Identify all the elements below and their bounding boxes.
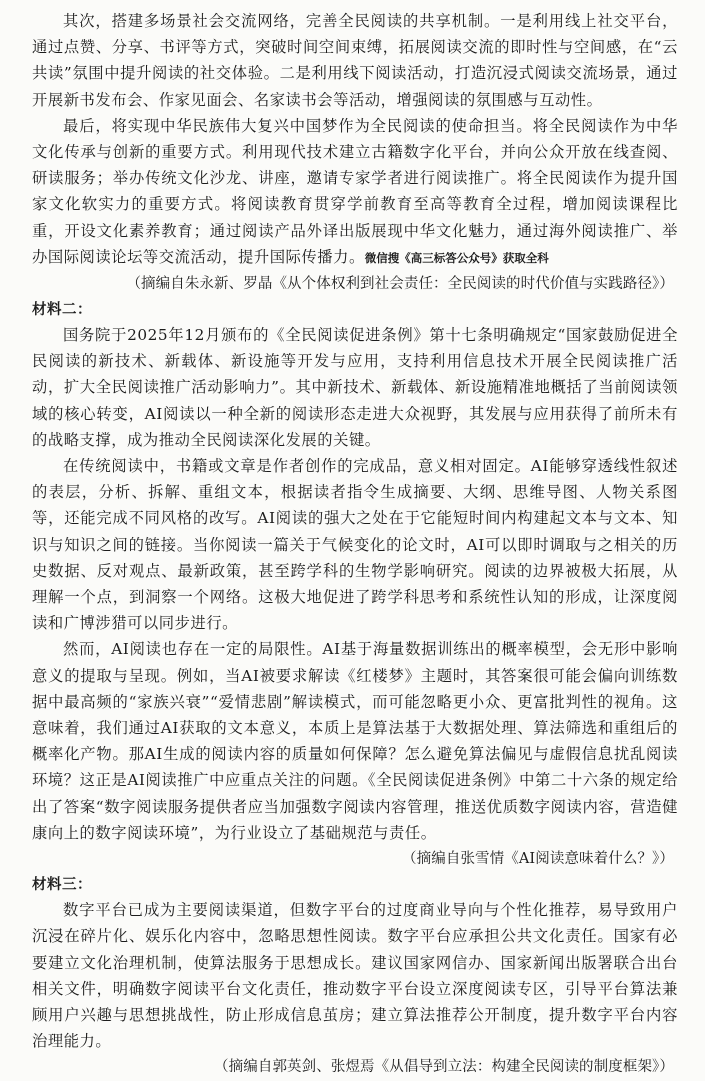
source-citation-3: （摘编自郭英剑、张煜焉《从倡导到立法：构建全民阅读的制度框架》） xyxy=(214,1059,674,1076)
paragraph-s2-2: 在传统阅读中，书籍或文章是作者创作的完成品，意义相对固定。AI能够穿透线性叙述的表层，分析、拆解、重组文本，根据读者指令生成摘要、大纲、思维导图、人物关系图等，还能完成不同风格的改写。AI阅读的强大之处在于它能短时间内构建起文本与文本、知识与知识之间的链接。当你阅读一篇关于气候变化的论文时，AI可以即时调取与之相关的历史数据、反对观点、最新政策，甚至跨学科的生物学影响研究。阅读的边界被极大拓展，从理解一个点，到洞察一个网络。这极大地促进了跨学科思考和系统性认知的形成，让深度阅读和广博涉猎可以同步进行。 xyxy=(32,457,678,633)
source-citation-1: （摘编自朱永新、罗晶《从个体权利到社会责任：全民阅读的时代价值与实践路径》） xyxy=(126,276,674,293)
paragraph-s1-2-text: 最后，将实现中华民族伟大复兴中国梦作为全民阅读的使命担当。将全民阅读作为中华文化传承与创新的重要方式。利用现代技术建立古籍数字化平台，并向公众开放在线查阅、研读服务；举办传统文化沙龙、讲座，邀请专家学者进行阅读推广。将全民阅读作为提升国家文化软实力的重要方式。将阅读教育贯穿学前教育至高等教育全过程，增加阅读课程比重，开设文化素养教育；通过阅读产品外译出版展现中华文化魅力，通过海外阅读推广、举办国际阅读论坛等交流活动，提升国际传播力。 xyxy=(32,116,678,266)
heading-material-2: 材料二： xyxy=(32,302,92,319)
source-citation-2: （摘编自张雪情《AI阅读意味着什么？》） xyxy=(402,851,674,868)
watermark-note: 微信搜《高三标答公众号》获取全科 xyxy=(364,250,549,265)
paragraph-s1-1: 其次，搭建多场景社会交流网络，完善全民阅读的共享机制。一是利用线上社交平台，通过点赞、分享、书评等方式，突破时间空间束缚，拓展阅读交流的即时性与空间感，在“云共读”氛围中提升阅读的社交体验。二是利用线下阅读活动，打造沉浸式阅读交流场景，通过开展新书发布会、作家见面会、名家读书会等活动，增强阅读的氛围感与互动性。 xyxy=(32,12,678,109)
heading-material-3: 材料三： xyxy=(32,877,92,894)
paragraph-s2-1: 国务院于2025年12月颁布的《全民阅读促进条例》第十七条明确规定“国家鼓励促进全民阅读的新技术、新载体、新设施等开发与应用，支持利用信息技术开展全民阅读推广活动，扩大全民阅读推广活动影响力”。其中新技术、新载体、新设施精准地概括了当前阅读领域的核心转变，AI阅读以一种全新的阅读形态走进大众视野，其发展与应用获得了前所未有的战略支撑，成为推动全民阅读深化发展的关键。 xyxy=(32,326,678,449)
paragraph-s1-2 xyxy=(32,113,678,271)
paragraph-s2-3: 然而，AI阅读也存在一定的局限性。AI基于海量数据训练出的概率模型，会无形中影响意义的提取与呈现。例如，当AI被要求解读《红楼梦》主题时，其答案很可能会偏向训练数据中最高频的“家族兴衰”“爱情悲剧”解读模式，而可能忽略更小众、更富批判性的视角。这意味着，我们通过AI获取的文本意义，本质上是算法基于大数据处理、算法筛选和重组后的概率化产物。那AI生成的阅读内容的质量如何保障？怎么避免算法偏见与虚假信息扰乱阅读环境？这正是AI阅读推广中应重点关注的问题。《全民阅读促进条例》中第二十六条的规定给出了答案“数字阅读服务提供者应当加强数字阅读内容管理，推送优质数字阅读内容，营造健康向上的数字阅读环境”，为行业设立了基础规范与责任。 xyxy=(32,640,678,842)
paragraph-s3-1: 数字平台已成为主要阅读渠道，但数字平台的过度商业导向与个性化推荐，易导致用户沉浸在碎片化、娱乐化内容中，忽略思想性阅读。数字平台应承担公共文化责任。国家有必要建立文化治理机制，使算法服务于思想成长。建议国家网信办、国家新闻出版署联合出台相关文件，明确数字阅读平台文化责任，推动数字平台设立深度阅读专区，引导平台算法兼顾用户兴趣与思想挑战性，防止形成信息茧房；建立算法推荐公开制度，提升数字平台内容治理能力。 xyxy=(32,901,678,1051)
